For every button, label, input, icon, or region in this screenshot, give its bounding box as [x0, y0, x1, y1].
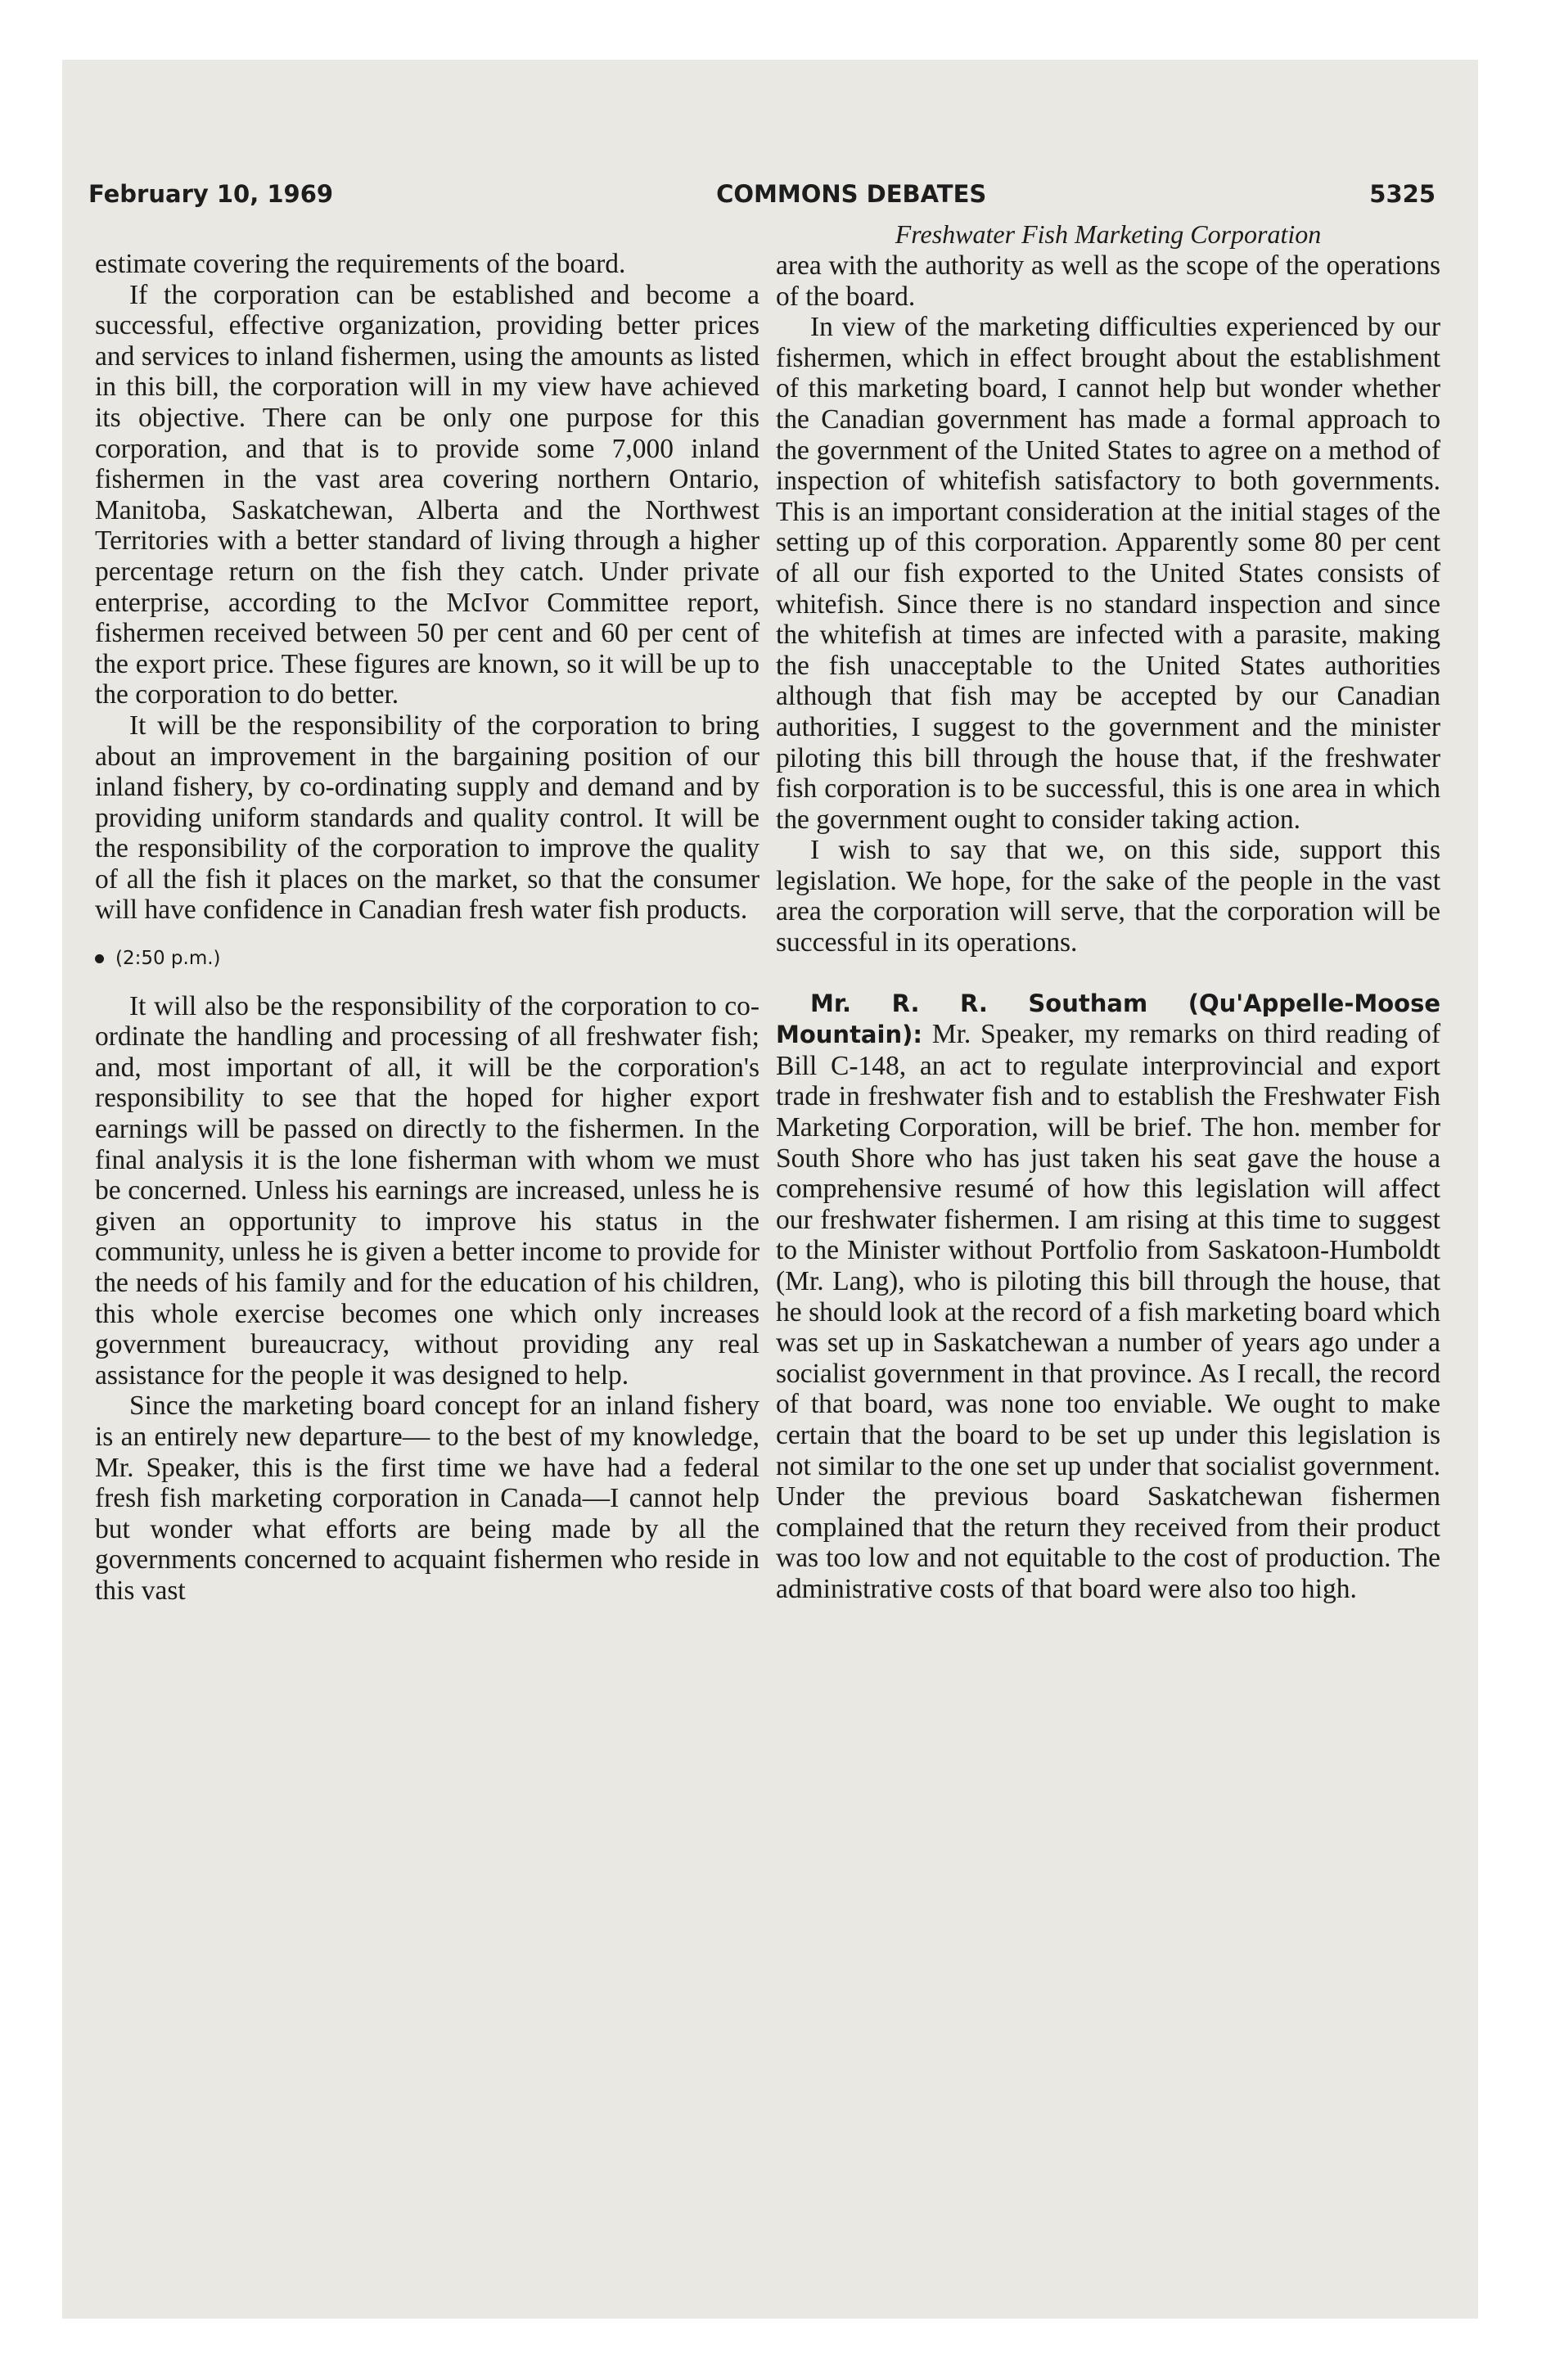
header-page-number: 5325 [1369, 180, 1436, 208]
paragraph: area with the authority as well as the scope of the operations of the board. [776, 250, 1440, 312]
page-header [88, 180, 1436, 218]
header-date: February 10, 1969 [88, 180, 334, 208]
paragraph: Since the marketing board concept for an inland fishery is an entirely new departure— to the best of my knowledge, Mr. Speaker, this is the first time we have had a federal fresh fish marketing corporation in Canada—I cannot help but wonder what efforts are being made by all the governments concerned to acquaint fishermen who reside in this vast [95, 1391, 759, 1606]
right-column [776, 219, 1440, 1605]
paragraph: I wish to say that we, on this side, support this legislation. We hope, for the sake of the people in the vast area the corporation will serve, that the corporation will be successful in its operations. [776, 835, 1440, 958]
paragraph: If the corporation can be established and become a successful, effective organization, providing better prices and services to inland fishermen, using the amounts as listed in this bill, the corporation will in my view have achieved its objective. There can be only one purpose for this corporation, and that is to provide some 7,000 inland fishermen in the vast area covering northern Ontario, Manitoba, Saskatchewan, Alberta and the Northwest Territories with a better standard of living through a higher percentage return on the fish they catch. Under private enterprise, according to the McIvor Committee report, fishermen received between 50 per cent and 60 per cent of the export price. These figures are known, so it will be up to the corporation to do better. [95, 279, 759, 710]
left-column [95, 249, 759, 1607]
speaker-paragraph [776, 988, 1440, 1605]
paragraph: estimate covering the requirements of the board. [95, 249, 626, 279]
bullet-icon [95, 954, 104, 963]
running-head: Freshwater Fish Marketing Corporation [895, 219, 1322, 249]
timestamp [95, 944, 759, 975]
speech-text: Mr. Speaker, my remarks on third reading of Bill C-148, an act to regulate interprovincial and export trade in freshwater fish and to establish the Freshwater Fish Marketing Corporation, will be brief. The hon. member for South Shore who has just taken his seat gave the house a comprehensive resumé of how this legislation will affect our freshwater fishermen. I am rising at this time to suggest to the Minister without Portfolio from Saskatoon-Humboldt (Mr. Lang), who is piloting this bill through the house, that he should look at the record of a fish marketing board which was set up in Saskatchewan a number of years ago under a socialist government in that province. As I recall, the record of that board, was none too enviable. We ought to make certain that the board to be set up under this legislation is not similar to the one set up under that socialist government. Under the previous board Saskatchewan fishermen complained that the return they received from their product was too low and not equitable to the cost of production. The administrative costs of that board were also too high. [776, 1019, 1440, 1604]
header-title: COMMONS DEBATES [716, 180, 987, 208]
paragraph: In view of the marketing difficulties experienced by our fishermen, which in effect brought about the establishment of this marketing board, I cannot help but wonder whether the Canadian government has made a formal approach to the government of the United States to agree on a method of inspection of whitefish satisfactory to both governments. This is an important consideration at the initial stages of the setting up of this corporation. Apparently some 80 per cent of all our fish exported to the United States consists of whitefish. Since there is no standard inspection and since the whitefish at times are infected with a parasite, making the fish unacceptable to the United States authorities although that fish may be accepted by our Canadian authorities, I suggest to the government and the minister piloting this bill through the house that, if the freshwater fish corporation is to be successful, this is one area in which the government ought to consider taking action. [776, 312, 1440, 835]
paragraph: It will be the responsibility of the corporation to bring about an improvement in the bargaining position of our inland fishery, by co-ordinating supply and demand and by providing uniform standards and quality control. It will be the responsibility of the corporation to improve the quality of all the fish it places on the market, so that the consumer will have confidence in Canadian fresh water fish products. [95, 710, 759, 926]
paragraph: It will also be the responsibility of the corporation to co-ordinate the handling and processing of all freshwater fish; and, most important of all, it will be the corporation's responsibility to see that the hoped for higher export earnings will be passed on directly to the fishermen. In the final analysis it is the lone fisherman with whom we must be concerned. Unless his earnings are increased, unless he is given an opportunity to improve his status in the community, unless he is given a better income to provide for the needs of his family and for the education of his children, this whole exercise becomes one which only increases government bureaucracy, without providing any real assistance for the people it was designed to help. [95, 990, 759, 1391]
timestamp-text: (2:50 p.m.) [115, 948, 221, 970]
speaker-name: Mr. R. R. Southam (Qu'Appelle-Moose Mountain): [776, 989, 1440, 1049]
